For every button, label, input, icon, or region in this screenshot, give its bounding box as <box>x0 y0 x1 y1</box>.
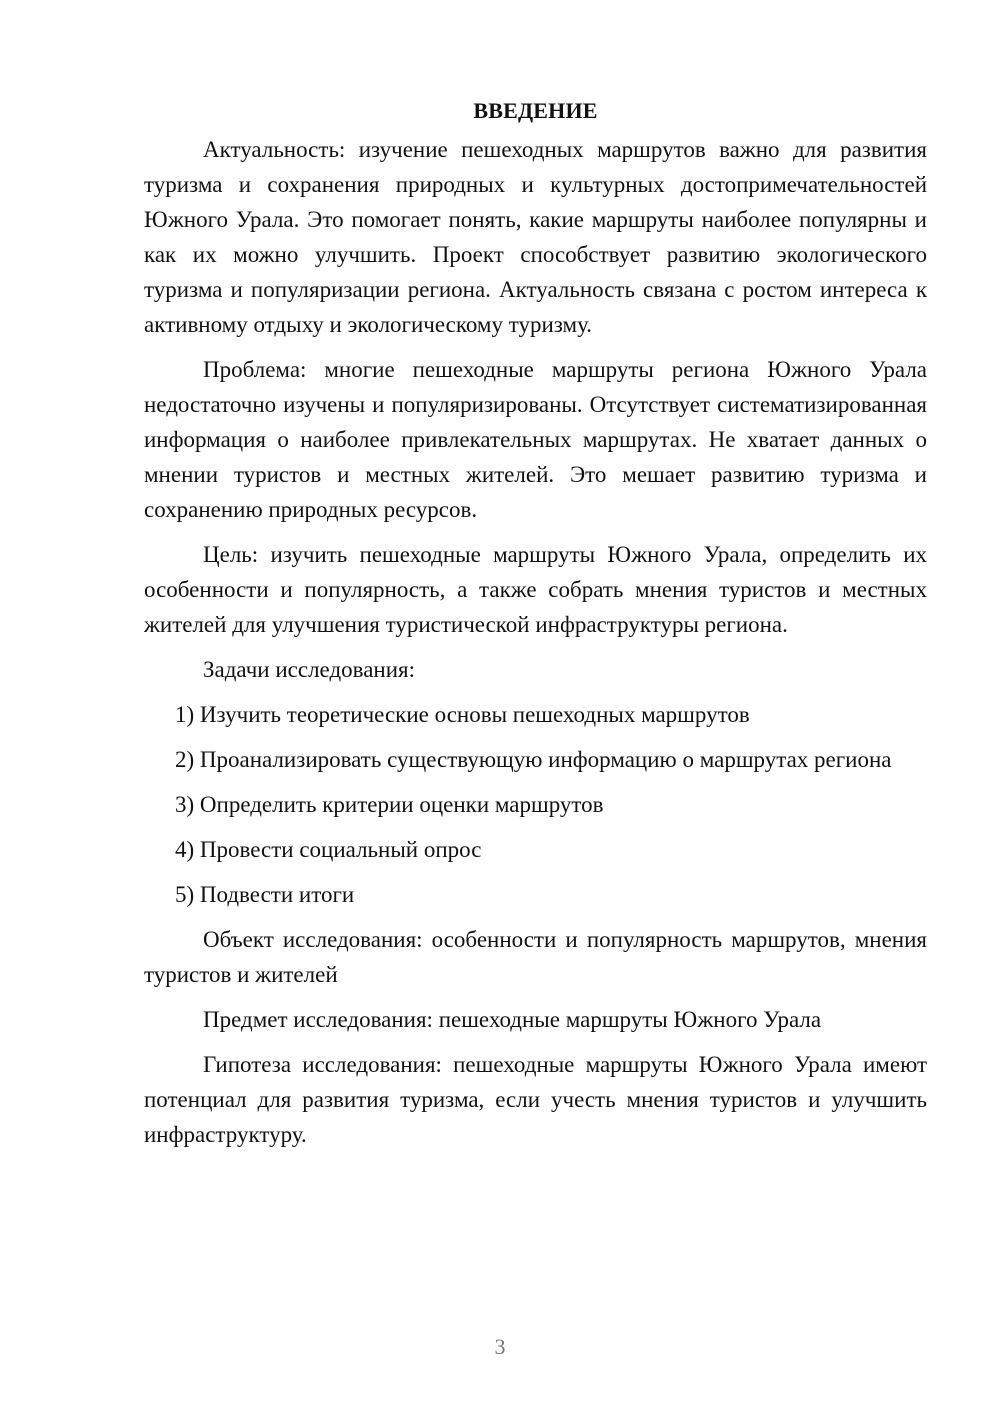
subject-paragraph: Предмет исследования: пешеходные маршруты Южного Урала <box>203 1007 822 1032</box>
page-content <box>144 94 927 1162</box>
task-item-1: 1) Изучить теоретические основы пешеходных маршрутов <box>175 702 750 727</box>
hypothesis-paragraph: Гипотеза исследования: пешеходные маршруты Южного Урала имеют потенциал для развития туризма, если учесть мнения туристов и улучшить инфраструктуру. <box>144 1052 927 1147</box>
relevance-paragraph: Актуальность: изучение пешеходных маршрутов важно для развития туризма и сохранения природных и культурных достопримечательностей Южного Урала. Это помогает понять, какие маршруты наиболее популярны и как их можно улучшить. Проект способствует развитию экологического туризма и популяризации региона. Актуальность связана с ростом интереса к активному отдыху и экологическому туризму. <box>144 137 927 337</box>
task-item-4: 4) Провести социальный опрос <box>175 837 482 862</box>
page-number: 3 <box>494 1334 506 1359</box>
object-paragraph: Объект исследования: особенности и популярность маршрутов, мнения туристов и жителей <box>144 927 927 987</box>
problem-paragraph: Проблема: многие пешеходные маршруты региона Южного Урала недостаточно изучены и популяризированы. Отсутствует систематизированная информация о наиболее привлекательных маршрутах. Не хватает данных о мнении туристов и местных жителей. Это мешает развитию туризма и сохранению природных ресурсов. <box>144 357 927 522</box>
page-title: ВВЕДЕНИЕ <box>473 98 598 123</box>
task-item-2: 2) Проанализировать существующую информацию о маршрутах региона <box>175 747 892 772</box>
task-item-5: 5) Подвести итоги <box>175 882 355 907</box>
goal-paragraph: Цель: изучить пешеходные маршруты Южного Урала, определить их особенности и популярность, а также собрать мнения туристов и местных жителей для улучшения туристической инфраструктуры региона. <box>144 542 927 637</box>
task-item-3: 3) Определить критерии оценки маршрутов <box>175 792 604 817</box>
tasks-heading: Задачи исследования: <box>203 657 416 682</box>
